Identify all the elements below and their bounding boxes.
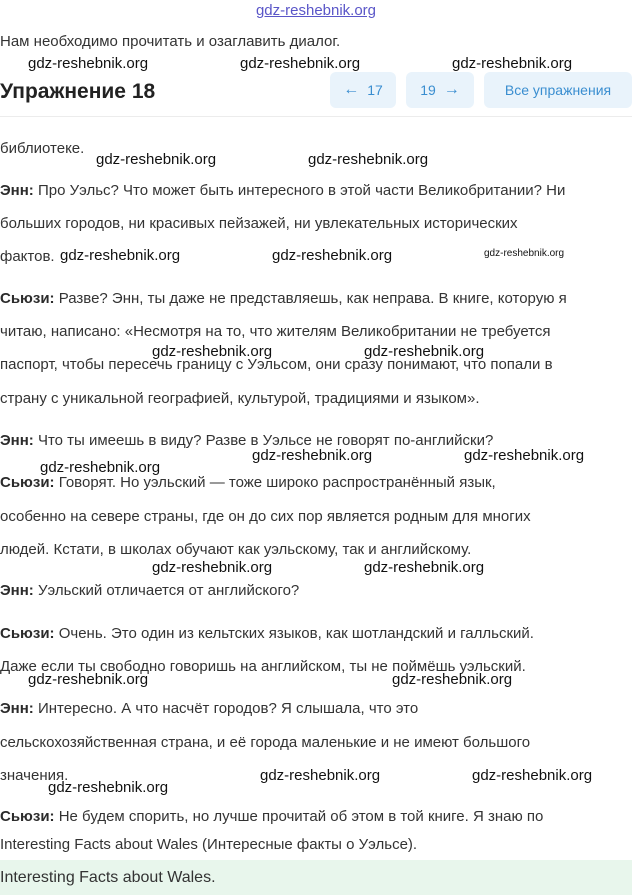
- dialogue-line: Сьюзи: Не будем спорить, но лучше прочитай об этом в той книге. Я знаю по: [0, 808, 544, 825]
- watermark: gdz-reshebnik.org: [364, 559, 485, 576]
- all-exercises-button[interactable]: [484, 72, 632, 108]
- all-exercises-label: Все упражнения: [504, 82, 612, 98]
- dialogue-line: Энн: Про Уэльс? Что может быть интересного в этой части Великобритании? Ни: [0, 182, 566, 199]
- watermark: gdz-reshebnik.org: [252, 447, 373, 464]
- dialogue-line: больших городов, ни красивых пейзажей, ни увлекательных исторических: [0, 215, 518, 232]
- watermark: gdz-reshebnik.org: [40, 459, 161, 476]
- dialogue-line: Interesting Facts about Wales (Интересные факты о Уэльсе).: [0, 836, 418, 853]
- dialogue-line: Сьюзи: Разве? Энн, ты даже не представляешь, как неправа. В книге, которую я: [0, 290, 567, 307]
- dialogue-line: Сьюзи: Очень. Это один из кельтских языков, как шотландский и галльский.: [0, 625, 534, 642]
- dialogue-line: фактов.: [0, 248, 55, 265]
- dialogue-line: Энн: Что ты имеешь в виду? Разве в Уэльсе не говорят по-английски?: [0, 432, 494, 449]
- watermark: gdz-reshebnik.org: [452, 55, 573, 72]
- watermark: gdz-reshebnik.org: [28, 55, 149, 72]
- watermark: gdz-reshebnik.org: [364, 343, 485, 360]
- watermark: gdz-reshebnik.org: [392, 671, 513, 688]
- watermark: gdz-reshebnik.org: [308, 151, 429, 168]
- dialogue-line: библиотеке.: [0, 140, 85, 157]
- dialogue-line: страну с уникальной географией, культурой, традициями и языком».: [0, 390, 480, 407]
- watermark: gdz-reshebnik.org: [152, 343, 273, 360]
- dialogue-line: читаю, написано: «Несмотря на то, что жителям Великобритании не требуется: [0, 323, 551, 340]
- arrow-left-icon: ←: [343, 81, 360, 98]
- page-title: Упражнение 18: [0, 80, 156, 103]
- dialogue-line: людей. Кстати, в школах обучают как уэльскому, так и английскому.: [0, 541, 472, 558]
- watermark: gdz-reshebnik.org: [28, 671, 149, 688]
- watermark: gdz-reshebnik.org: [48, 779, 169, 796]
- prev-exercise-button[interactable]: [330, 72, 396, 108]
- watermark: gdz-reshebnik.org: [96, 151, 217, 168]
- dialogue-line: Сьюзи: Говорят. Но уэльский — тоже широко распространённый язык,: [0, 474, 496, 491]
- intro-text: Нам необходимо прочитать и озаглавить диалог.: [0, 33, 341, 50]
- dialogue-line: значения.: [0, 767, 69, 784]
- watermark: gdz-reshebnik.org: [152, 559, 273, 576]
- dialogue-line: Даже если ты свободно говоришь на английском, ты не поймёшь уэльский.: [0, 658, 526, 675]
- watermark: gdz-reshebnik.org: [272, 247, 393, 264]
- next-exercise-button[interactable]: [406, 72, 474, 108]
- dialogue-line: сельскохозяйственная страна, и её города маленькие и не имеют большого: [0, 734, 531, 751]
- answer-title: Interesting Facts about Wales.: [0, 860, 632, 895]
- watermark: gdz-reshebnik.org: [60, 247, 181, 264]
- exercise-header: [0, 70, 632, 117]
- top-watermark-link[interactable]: gdz-reshebnik.org: [255, 2, 377, 19]
- watermark: gdz-reshebnik.org: [464, 447, 585, 464]
- prev-exercise-label: 17: [367, 82, 383, 98]
- watermark: gdz-reshebnik.org: [472, 767, 593, 784]
- dialogue-line: Энн: Интересно. А что насчёт городов? Я слышала, что это: [0, 700, 419, 717]
- watermark: gdz-reshebnik.org: [240, 55, 361, 72]
- watermark: gdz-reshebnik.org: [260, 767, 381, 784]
- dialogue-line: Энн: Уэльский отличается от английского?: [0, 582, 300, 599]
- next-exercise-label: 19: [420, 82, 436, 98]
- dialogue-line: паспорт, чтобы пересечь границу с Уэльсом, они сразу понимают, что попали в: [0, 356, 553, 373]
- dialogue-line: особенно на севере страны, где он до сих пор является родным для многих: [0, 508, 531, 525]
- watermark: gdz-reshebnik.org: [484, 248, 565, 259]
- arrow-right-icon: →: [443, 81, 460, 98]
